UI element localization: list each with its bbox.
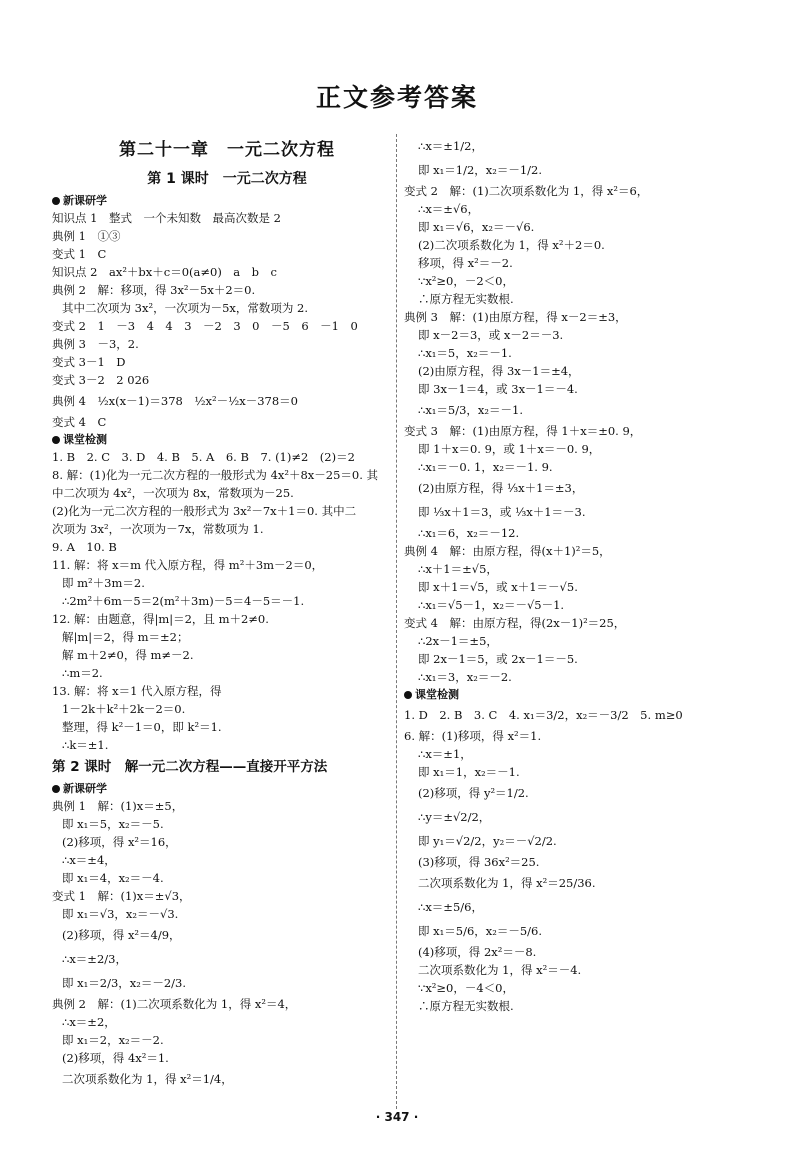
answer-line: 11. 解：将 x＝m 代入原方程，得 m²＋3m－2＝0，: [52, 558, 324, 572]
answer-line: 变式 3－1 D: [52, 355, 126, 369]
answer-line: ∴x＝±2，: [62, 1015, 116, 1029]
answer-line: 即 x₁＝5，x₂＝－5.: [62, 817, 164, 831]
answer-line: 知识点 2 ax²＋bx＋c＝0(a≠0) a b c: [52, 265, 277, 279]
answer-line: 二次项系数化为 1，得 x²＝25/36.: [418, 876, 596, 890]
answer-line: 即 x₁＝5/6，x₂＝－5/6.: [418, 924, 543, 938]
bullet-icon: [52, 785, 60, 793]
answer-line: 即 x₁＝2/3，x₂＝－2/3.: [62, 976, 187, 990]
section-heading: [404, 686, 754, 703]
answer-line: (2)移项，得 y²＝1/2.: [418, 786, 529, 800]
answer-line: ∴2x－1＝±5，: [418, 634, 498, 648]
section-label: 新课研学: [63, 194, 107, 207]
answer-line: 知识点 1 整式 一个未知数 最高次数是 2: [52, 211, 281, 225]
answer-line: 1－2k＋k²＋2k－2＝0.: [62, 702, 186, 716]
answer-line: 次项为 3x²，一次项为－7x，常数项为 1.: [52, 522, 264, 536]
lesson-heading: 第 2 课时 解一元二次方程——直接开平方法: [52, 759, 328, 775]
answer-line: (2)由原方程，得 ⅓x＋1＝±3，: [418, 481, 584, 495]
answer-line: 即 x₁＝√6，x₂＝－√6.: [418, 220, 535, 234]
answer-line: (3)移项，得 36x²＝25.: [418, 855, 540, 869]
answer-line: 解|m|＝2，得 m＝±2；: [62, 630, 189, 644]
answer-line: 即 1＋x＝0. 9，或 1＋x＝－0. 9，: [418, 442, 601, 456]
answer-line: 12. 解：由题意，得|m|＝2，且 m＋2≠0.: [52, 612, 269, 626]
answer-line: 其中二次项为 3x²，一次项为－5x，常数项为 2.: [62, 301, 308, 315]
answer-line: (2)移项，得 x²＝4/9，: [62, 928, 181, 942]
answer-line: 即 x₁＝1，x₂＝－1.: [418, 765, 520, 779]
answer-line: ∴x₁＝5，x₂＝－1.: [418, 346, 512, 360]
answer-line: 中二次项为 4x²，一次项为 8x，常数项为－25.: [52, 486, 294, 500]
answer-line: 即 x－2＝3，或 x－2＝－3.: [418, 328, 564, 342]
answer-line: 6. 解：(1)移项，得 x²＝1.: [404, 729, 542, 743]
answer-line: ∴x＋1＝±√5，: [418, 562, 498, 576]
column-divider: [396, 134, 397, 1109]
answer-line: ∴x＝±1/2，: [418, 139, 483, 153]
answer-line: (2)化为一元二次方程的一般形式为 3x²－7x＋1＝0. 其中二: [52, 504, 357, 518]
answer-line: 移项，得 x²＝－2.: [418, 256, 513, 270]
answer-line: 即 x₁＝2，x₂＝－2.: [62, 1033, 164, 1047]
answer-line: 典例 4 解：由原方程，得(x＋1)²＝5，: [404, 544, 611, 558]
answer-line: ∴原方程无实数根.: [418, 292, 514, 306]
answer-line: 1. B 2. C 3. D 4. B 5. A 6. B 7. (1)≠2 (2)＝2: [52, 450, 355, 464]
answer-line: (2)由原方程，得 3x－1＝±4，: [418, 364, 580, 378]
answer-line: 典例 3 －3，2.: [52, 337, 139, 351]
left-column: [52, 134, 402, 1091]
answer-line: ∴x＝±4，: [62, 853, 116, 867]
section-label: 课堂检测: [415, 688, 459, 701]
answer-line: 变式 2 解：(1)二次项系数化为 1，得 x²＝6，: [404, 184, 649, 198]
answer-line: 变式 4 解：由原方程，得(2x－1)²＝25，: [404, 616, 626, 630]
page-title: 正文参考答案: [315, 83, 478, 112]
answer-line: 即 x₁＝4，x₂＝－4.: [62, 871, 164, 885]
answer-line: ∴x＝±√6，: [418, 202, 480, 216]
answer-line: 典例 1 解：(1)x＝±5，: [52, 799, 184, 813]
answer-line: ∴x＝±5/6，: [418, 900, 483, 914]
answer-line: ∴m＝2.: [62, 666, 103, 680]
answer-line: 整理，得 k²－1＝0，即 k²＝1.: [62, 720, 222, 734]
section-label: 课堂检测: [63, 433, 107, 446]
answer-line: 即 ⅓x＋1＝3，或 ⅓x＋1＝－3.: [418, 505, 586, 519]
answer-line: 变式 2 1 －3 4 4 3 －2 3 0 －5 6 －1 0: [52, 319, 358, 333]
answer-line: 即 2x－1＝5，或 2x－1＝－5.: [418, 652, 578, 666]
answer-line: 9. A 10. B: [52, 540, 117, 554]
answer-line: ∴x₁＝－0. 1，x₂＝－1. 9.: [418, 460, 553, 474]
answer-line: 典例 2 解：移项，得 3x²－5x＋2＝0.: [52, 283, 256, 297]
answer-line: ∴原方程无实数根.: [418, 999, 514, 1013]
answer-line: 即 y₁＝√2/2，y₂＝－√2/2.: [418, 834, 557, 848]
answer-line: 即 x₁＝√3，x₂＝－√3.: [62, 907, 179, 921]
answer-line: 典例 3 解：(1)由原方程，得 x－2＝±3，: [404, 310, 627, 324]
answer-line: ∴x₁＝√5－1，x₂＝－√5－1.: [418, 598, 565, 612]
answer-line: (2)移项，得 4x²＝1.: [62, 1051, 169, 1065]
answer-line: 典例 2 解：(1)二次项系数化为 1，得 x²＝4，: [52, 997, 297, 1011]
answer-line: 即 3x－1＝4，或 3x－1＝－4.: [418, 382, 578, 396]
answer-line: ∴y＝±√2/2，: [418, 810, 491, 824]
answer-line: 即 x＋1＝√5，或 x＋1＝－√5.: [418, 580, 578, 594]
answer-line: ∴x₁＝3，x₂＝－2.: [418, 670, 512, 684]
answer-line: 典例 4 ½x(x－1)＝378 ½x²－½x－378＝0: [52, 394, 298, 408]
answer-line: 变式 3－2 2 026: [52, 373, 150, 387]
lesson-heading: 第 1 课时 一元二次方程: [147, 171, 307, 187]
answer-line: 变式 4 C: [52, 415, 107, 429]
answer-line: (2)移项，得 x²＝16，: [62, 835, 177, 849]
page-number: · 347 ·: [375, 1110, 419, 1124]
bullet-icon: [52, 197, 60, 205]
answer-line: 二次项系数化为 1，得 x²＝1/4，: [62, 1072, 233, 1086]
answer-line: 即 m²＋3m＝2.: [62, 576, 145, 590]
answer-line: ∴x₁＝6，x₂＝－12.: [418, 526, 520, 540]
answer-line: 即 x₁＝1/2，x₂＝－1/2.: [418, 163, 543, 177]
answer-line: 变式 1 解：(1)x＝±√3，: [52, 889, 191, 903]
answer-line: ∴2m²＋6m－5＝2(m²＋3m)－5＝4－5＝－1.: [62, 594, 305, 608]
bullet-icon: [52, 436, 60, 444]
section-heading: [52, 192, 402, 209]
answer-line: 13. 解：将 x＝1 代入原方程，得: [52, 684, 222, 698]
answer-line: 变式 3 解：(1)由原方程，得 1＋x＝±0. 9，: [404, 424, 642, 438]
answer-line: 典例 1 ①③: [52, 229, 121, 243]
answer-line: ∴k＝±1.: [62, 738, 109, 752]
answer-line: ∵x²≥0，－4＜0，: [418, 981, 514, 995]
answer-line: 二次项系数化为 1，得 x²＝－4.: [418, 963, 582, 977]
answer-line: 8. 解：(1)化为一元二次方程的一般形式为 4x²＋8x－25＝0. 其: [52, 468, 379, 482]
answer-line: (2)二次项系数化为 1，得 x²＋2＝0.: [418, 238, 605, 252]
section-heading: [52, 431, 402, 448]
chapter-heading: 第二十一章 一元二次方程: [119, 140, 335, 160]
answer-line: 变式 1 C: [52, 247, 107, 261]
section-heading: [52, 780, 402, 797]
answer-line: ∵x²≥0，－2＜0，: [418, 274, 514, 288]
section-label: 新课研学: [63, 782, 107, 795]
answer-line: 解 m＋2≠0，得 m≠－2.: [62, 648, 194, 662]
answer-line: ∴x＝±2/3，: [62, 952, 127, 966]
answer-line: ∴x＝±1，: [418, 747, 472, 761]
bullet-icon: [404, 691, 412, 699]
right-column: [404, 134, 754, 1015]
answer-line: 1. D 2. B 3. C 4. x₁＝3/2，x₂＝－3/2 5. m≥0: [404, 708, 683, 722]
answer-line: ∴x₁＝5/3，x₂＝－1.: [418, 403, 523, 417]
answer-line: (4)移项，得 2x²＝－8.: [418, 945, 537, 959]
